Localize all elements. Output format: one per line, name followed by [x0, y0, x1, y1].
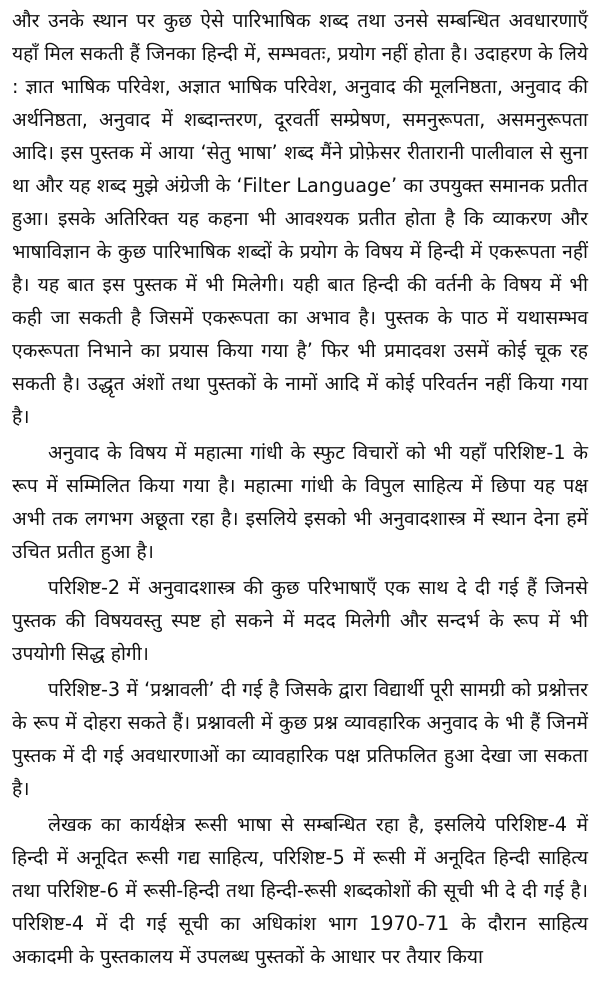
- document-page: [12, 4, 588, 986]
- paragraph-terminology: और उनके स्थान पर कुछ ऐसे पारिभाषिक शब्द तथा उनसे सम्बन्धित अवधारणाएँ यहाँ मिल सकती हैं जिनका हिन्दी में, सम्भवतः, प्रयोग नहीं होता है। उदाहरण के लिये : ज्ञात भाषिक परिवेश, अज्ञात भाषिक परिवेश, अनुवाद की मूलनिष्ठता, अनुवाद की अर्थनिष्ठता, अनुवाद में शब्दान्तरण, दूरवर्ती सम्प्रेषण, समनुरूपता, असमनुरूपता आदि। इस पुस्तक में आया ‘सेतु भाषा’ शब्द मैंने प्रोफ़ेसर रीतारानी पालीवाल से सुना था और यह शब्द मुझे अंग्रेजी के ‘Filter Language’ का उपयुक्त समानक प्रतीत हुआ। इसके अतिरिक्त यह कहना भी आवश्यक प्रतीत होता है कि व्याकरण और भाषाविज्ञान के कुछ पारिभाषिक शब्दों के प्रयोग के विषय में हिन्दी में एकरूपता नहीं है। यह बात इस पुस्तक में भी मिलेगी। यही बात हिन्दी की वर्तनी के विषय में भी कही जा सकती है जिसमें एकरूपता का अभाव है। पुस्तक के पाठ में यथासम्भव एकरूपता निभाने का प्रयास किया गया है’ फिर भी प्रमादवश उसमें कोई चूक रह सकती है। उद्धृत अंशों तथा पुस्तकों के नामों आदि में कोई परिवर्तन नहीं किया गया है।: [12, 9, 588, 428]
- paragraph-appendix-2: परिशिष्ट-2 में अनुवादशास्त्र की कुछ परिभाषाएँ एक साथ दे दी गई हैं जिनसे पुस्तक की विषयवस्तु स्पष्ट हो सकने में मदद मिलेगी और सन्दर्भ के रूप में भी उपयोगी सिद्ध होगी।: [12, 576, 588, 665]
- paragraph-appendix-1: अनुवाद के विषय में महात्मा गांधी के स्फुट विचारों को भी यहाँ परिशिष्ट-1 के रूप में सम्मिलित किया गया है। महात्मा गांधी के विपुल साहित्य में छिपा यह पक्ष अभी तक लगभग अछूता रहा है। इसलिये इसको भी अनुवादशास्त्र में स्थान देना हमें उचित प्रतीत हुआ है।: [12, 441, 588, 563]
- paragraph-appendix-4-6: लेखक का कार्यक्षेत्र रूसी भाषा से सम्बन्धित रहा है, इसलिये परिशिष्ट-4 में हिन्दी में अनूदित रूसी गद्य साहित्य, परिशिष्ट-5 में रूसी में अनूदित हिन्दी साहित्य तथा परिशिष्ट-6 में रूसी-हिन्दी तथा हिन्दी-रूसी शब्दकोशों की सूची भी दे दी गई है। परिशिष्ट-4 में दी गई सूची का अधिकांश भाग 1970-71 के दौरान साहित्य अकादमी के पुस्तकालय में उपलब्ध पुस्तकों के आधार पर तैयार किया: [12, 813, 588, 968]
- paragraph-appendix-3: परिशिष्ट-3 में ‘प्रश्नावली’ दी गई है जिसके द्वारा विद्यार्थी पूरी सामग्री को प्रश्नोत्तर के रूप में दोहरा सकते हैं। प्रश्नावली में कुछ प्रश्न व्यावहारिक अनुवाद के भी हैं जिनमें पुस्तक में दी गई अवधारणाओं का व्यावहारिक पक्ष प्रतिफलित हुआ देखा जा सकता है।: [12, 678, 588, 800]
